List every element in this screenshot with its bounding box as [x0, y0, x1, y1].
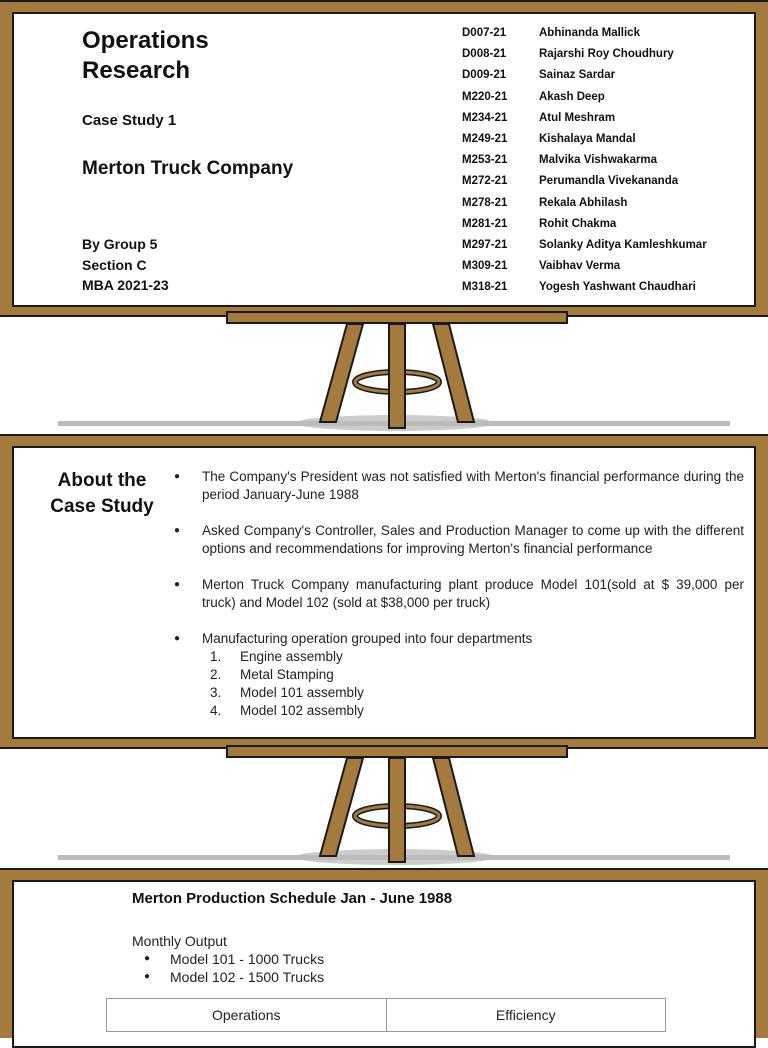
bullet-list: [174, 468, 744, 720]
member-id: M249-21: [462, 132, 508, 145]
monthly-output-label: Monthly Output: [132, 933, 227, 949]
department-number: 2.: [210, 667, 222, 682]
member-row: [462, 154, 707, 175]
heading-line-2: Case Study: [50, 496, 154, 517]
member-name: Kishalaya Mandal: [539, 132, 636, 145]
member-id: D007-21: [462, 27, 507, 39]
efficiency-table: [106, 998, 666, 1032]
easel-stand-icon: [0, 324, 768, 434]
member-id: M297-21: [462, 238, 508, 251]
slide-1-content: [12, 12, 756, 307]
member-id: M253-21: [462, 154, 508, 167]
bullet-item: ● Asked Company's Controller, Sales and Production Manager to come up with the different options and recommendations for improving Merton's financial performance: [174, 522, 744, 558]
member-name: Akash Deep: [539, 90, 605, 103]
program-label: MBA 2021-23: [82, 277, 169, 293]
member-id: D009-21: [462, 69, 507, 82]
department-item: [202, 666, 744, 684]
member-name: Yogesh Yashwant Chaudhari: [539, 281, 696, 294]
member-row: [462, 112, 707, 133]
bullet-item: ● The Company's President was not satisfied with Merton's financial performance during the period January-June 1988: [174, 468, 744, 504]
member-row: [462, 281, 707, 302]
member-id: M272-21: [462, 175, 508, 188]
member-id: M281-21: [462, 217, 508, 230]
member-row: [462, 91, 707, 112]
bullet-item: ● Merton Truck Company manufacturing plant produce Model 101(sold at $ 39,000 per truck) and Model 102 (sold at $38,000 per truck): [174, 576, 744, 612]
member-id: M234-21: [462, 111, 508, 124]
member-id: M309-21: [462, 260, 508, 273]
slide-1-board: [0, 0, 768, 317]
department-item: [202, 702, 744, 720]
department-label: Metal Stamping: [240, 667, 334, 682]
slide-3-content: [12, 880, 756, 1048]
department-label: Engine assembly: [240, 649, 343, 664]
member-id: D008-21: [462, 48, 507, 61]
member-row: [462, 218, 707, 239]
member-name: Vaibhav Verma: [539, 260, 621, 273]
member-row: [462, 260, 707, 281]
member-row: [462, 133, 707, 154]
member-row: [462, 27, 707, 48]
heading-line-1: About the: [57, 470, 147, 491]
table-header-row: [107, 999, 666, 1032]
easel-stand-icon: [0, 758, 768, 868]
department-number: 1.: [210, 649, 222, 664]
bullet-text: ● Manufacturing operation grouped into four departments: [202, 631, 533, 646]
member-list: [462, 27, 707, 302]
board-ledge: [226, 311, 568, 324]
member-name: Sainaz Sardar: [539, 69, 616, 82]
case-study-label: Case Study 1: [82, 112, 177, 129]
presentation-title: [82, 26, 209, 86]
bullet-item-departments: [174, 630, 744, 720]
company-name: Merton Truck Company: [82, 158, 294, 179]
title-line-2: Research: [82, 57, 191, 84]
department-number: 4.: [210, 703, 222, 718]
slide-title: Merton Production Schedule Jan - June 1988: [132, 890, 453, 907]
member-row: [462, 48, 707, 69]
member-name: Solanky Aditya Kamleshkumar: [539, 238, 707, 251]
department-label: Model 102 assembly: [240, 703, 364, 718]
output-item: ● Model 102 - 1500 Trucks: [132, 968, 324, 986]
slide-2-board: [0, 434, 768, 749]
member-row: [462, 175, 707, 196]
title-line-1: Operations: [82, 27, 209, 54]
table-header-operations: Operations: [107, 999, 387, 1032]
member-name: Abhinanda Mallick: [539, 27, 640, 39]
output-item: ● Model 101 - 1000 Trucks: [132, 950, 324, 968]
member-name: Perumandla Vivekananda: [539, 175, 679, 188]
department-label: Model 101 assembly: [240, 685, 364, 700]
member-name: Rohit Chakma: [539, 217, 617, 230]
member-row: [462, 197, 707, 218]
slide-heading: [40, 468, 164, 520]
monthly-output-block: [132, 932, 324, 986]
member-row: [462, 69, 707, 90]
slide-3-board: [0, 868, 768, 1038]
member-name: Atul Meshram: [539, 111, 616, 124]
slide-2-content: [12, 446, 756, 739]
department-number: 3.: [210, 685, 222, 700]
department-item: [202, 684, 744, 702]
board-ledge: [226, 745, 568, 758]
member-name: Rekala Abhilash: [539, 196, 628, 209]
group-info: [82, 234, 169, 296]
member-name: Malvika Vishwakarma: [539, 154, 658, 167]
member-name: Rajarshi Roy Choudhury: [539, 48, 674, 61]
department-item: [202, 648, 744, 666]
member-row: [462, 239, 707, 260]
group-label: By Group 5: [82, 236, 158, 252]
member-id: M220-21: [462, 90, 508, 103]
member-id: M318-21: [462, 281, 508, 294]
table-header-efficiency: Efficiency: [386, 999, 666, 1032]
member-id: M278-21: [462, 196, 508, 209]
section-label: Section C: [82, 256, 147, 273]
